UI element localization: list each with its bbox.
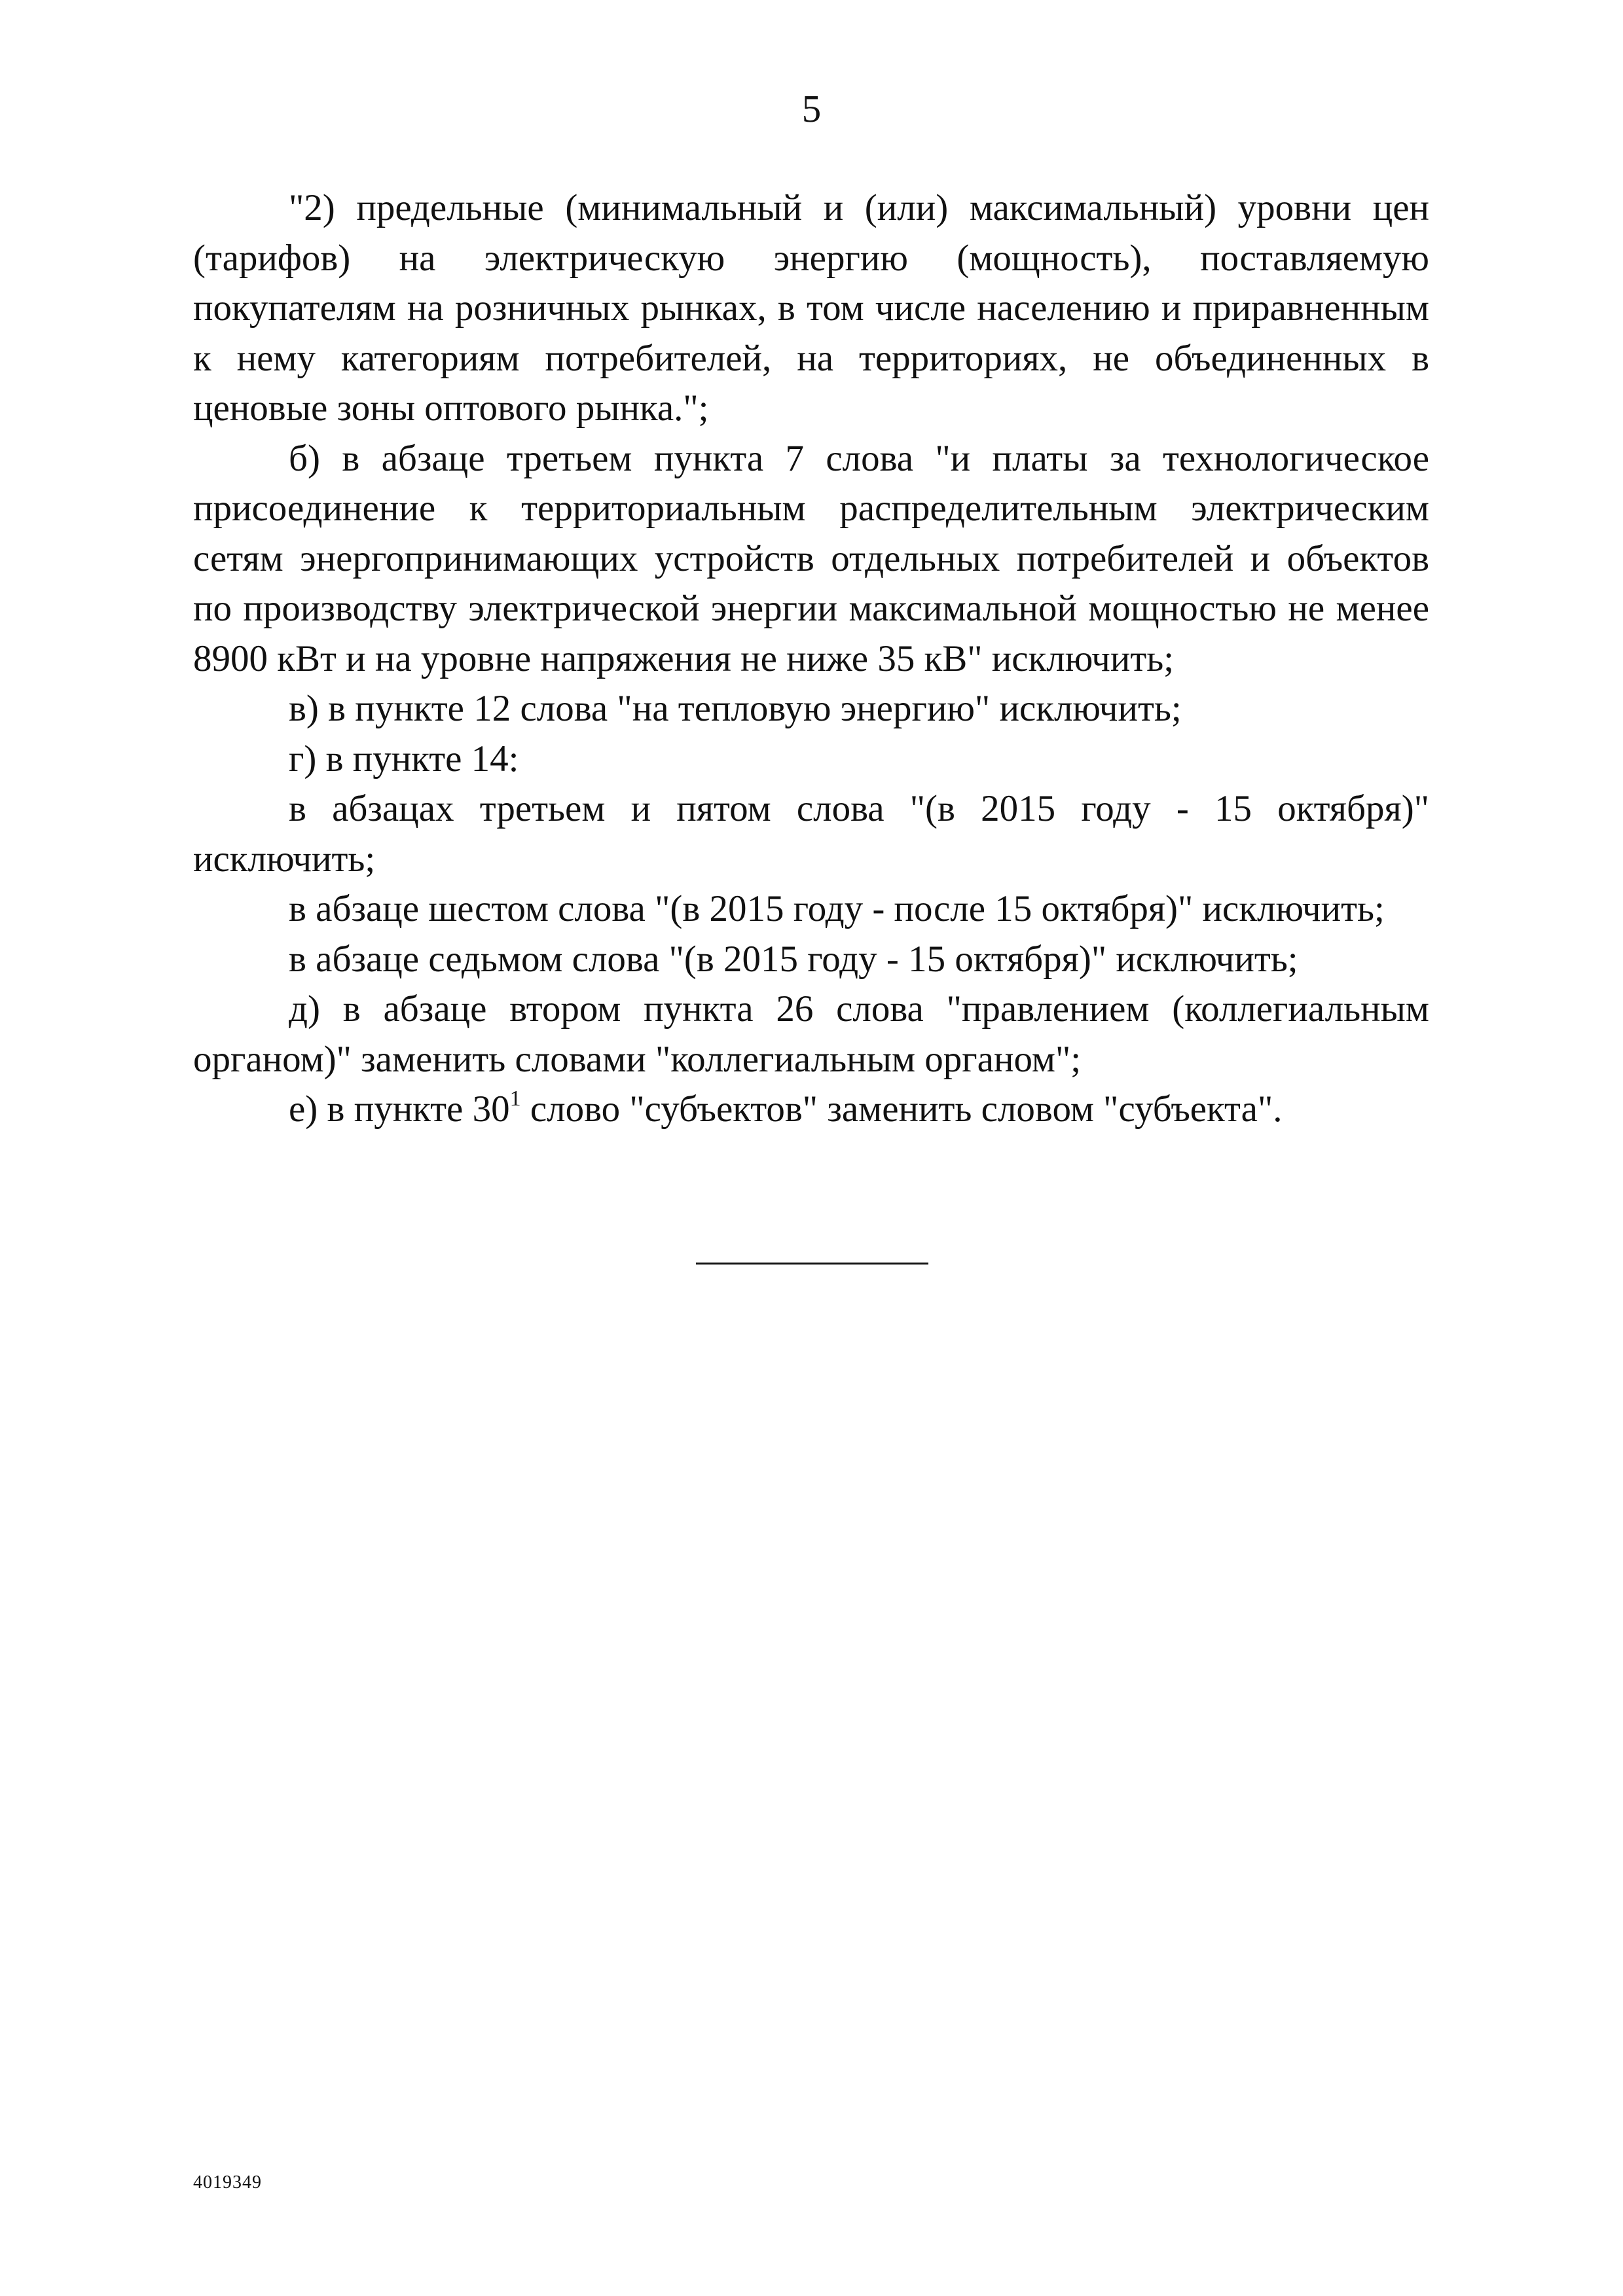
paragraph-g-sub-3: в абзаце седьмом слова "(в 2015 году - 15 октября)" исключить; <box>289 938 1298 980</box>
paragraph-e-end: слово "субъектов" заменить словом "субъекта". <box>520 1088 1283 1130</box>
paragraph-g-sub-1: в абзацах третьем и пятом слова "(в 2015 году - 15 октября)" исключить; <box>193 788 1429 880</box>
paragraph-e <box>193 1085 1429 1135</box>
paragraph-e-start: е) в пункте 30 <box>289 1088 510 1130</box>
superscript-mark: 1 <box>509 1086 521 1111</box>
paragraph-d: д) в абзаце втором пункта 26 слова "правлением (коллегиальным органом)" заменить словами "коллегиальным органом"; <box>193 988 1429 1080</box>
document-id: 4019349 <box>193 2172 262 2193</box>
document-body <box>193 183 1429 1135</box>
paragraph-v: в) в пункте 12 слова "на тепловую энергию" исключить; <box>289 688 1182 729</box>
paragraph-g-sub-2: в абзаце шестом слова "(в 2015 году - после 15 октября)" исключить; <box>289 888 1385 929</box>
paragraph-b: б) в абзаце третьем пункта 7 слова "и платы за технологическое присоединение к территориальным распределительным электрическим сетям энергопринимающих устройств отдельных потребителей и объектов по производству электрической энергии максимальной мощностью не менее 8900 кВт и на уровне напряжения не ниже 35 кВ" исключить; <box>193 437 1429 679</box>
paragraph-g: г) в пункте 14: <box>289 738 519 780</box>
end-separator-line <box>696 1263 928 1265</box>
paragraph-item-2: "2) предельные (минимальный и (или) максимальный) уровни цен (тарифов) на электрическую энергию (мощность), поставляемую покупателям на розничных рынках, в том числе населению и приравненным к нему категориям потребителей, на территориях, не объединенных в ценовые зоны оптового рынка."; <box>193 187 1429 429</box>
page-number: 5 <box>801 87 822 130</box>
